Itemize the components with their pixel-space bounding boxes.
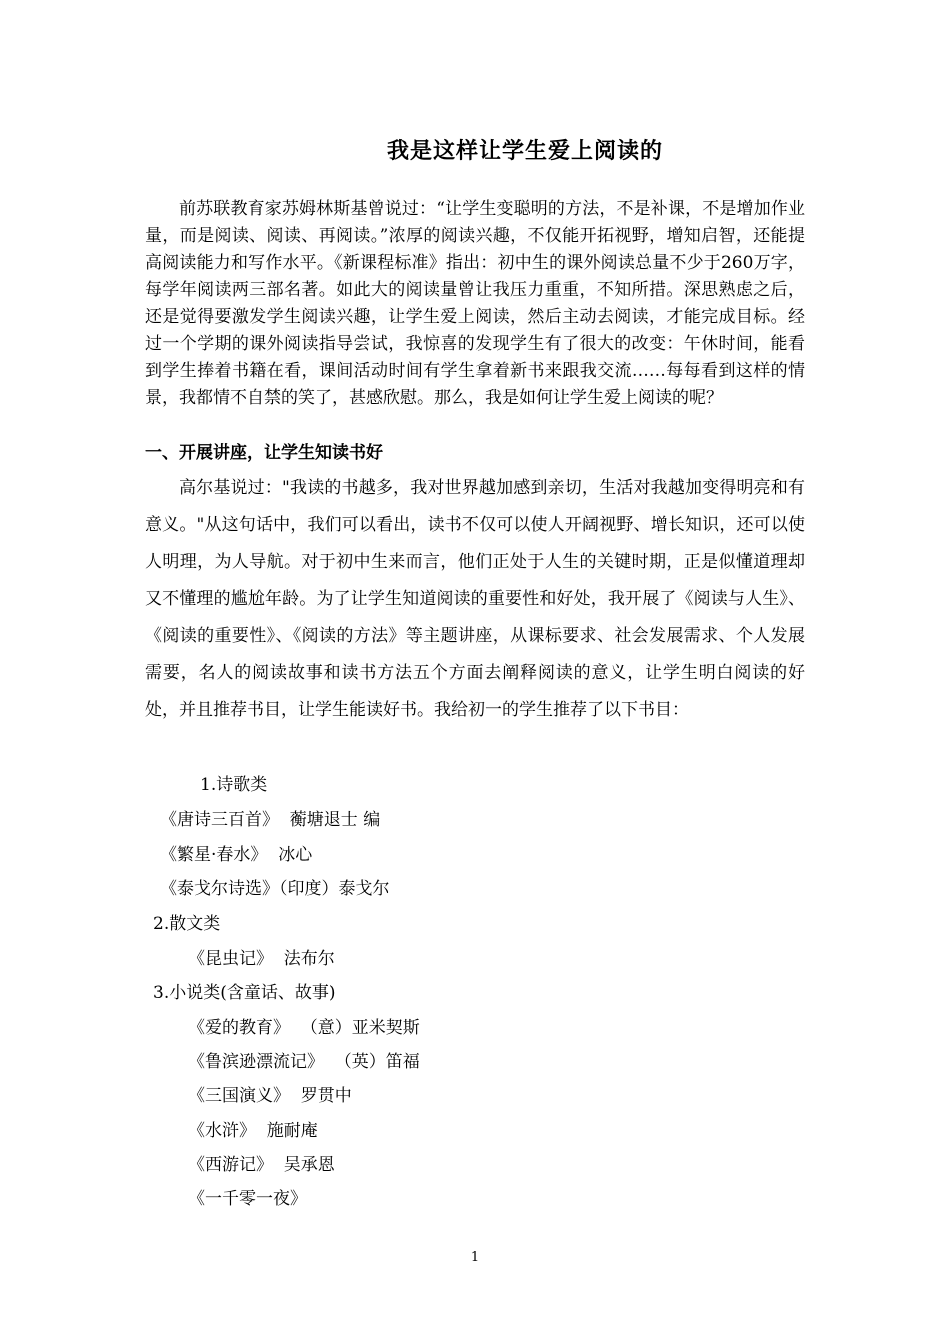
list-item: 《繁星·春水》 冰心: [160, 845, 313, 865]
list-item: 《西游记》 吴承恩: [188, 1155, 335, 1175]
section-1-paragraph: 高尔基说过："我读的书越多，我对世界越加感到亲切，生活对我越加变得明亮和有意义。"从这句话中，我们可以看出，读书不仅可以使人开阔视野、增长知识，还可以使人明理，为人导航。对于初中生来而言，他们正处于人生的关键时期，正是似懂道理却又不懂理的尴尬年龄。为了让学生知道阅读的重要性和好处，我开展了《阅读与人生》、《阅读的重要性》、《阅读的方法》等主题讲座，从课标要求、社会发展需求、个人发展需要，名人的阅读故事和读书方法五个方面去阐释阅读的意义，让学生明白阅读的好处，并且推荐书目，让学生能读好书。我给初一的学生推荐了以下书目：: [145, 478, 805, 720]
list-category-poetry: 1.诗歌类: [200, 775, 268, 795]
section-heading-1: 一、开展讲座，让学生知读书好: [145, 443, 383, 463]
list-category-novel: 3.小说类(含童话、故事): [153, 983, 336, 1003]
list-item: 《一千零一夜》: [188, 1189, 307, 1209]
page-number: 1: [470, 1250, 480, 1265]
list-item: 《昆虫记》 法布尔: [188, 949, 335, 969]
list-item: 《三国演义》 罗贯中: [188, 1086, 352, 1106]
list-item: 《水浒》 施耐庵: [188, 1121, 318, 1141]
intro-paragraph: 前苏联教育家苏姆林斯基曾说过：“让学生变聪明的方法，不是补课，不是增加作业量，而是阅读、阅读、再阅读。”浓厚的阅读兴趣，不仅能开拓视野，增知启智，还能提高阅读能力和写作水平。《新课程标准》指出：初中生的课外阅读总量不少于260万字，每学年阅读两三部名著。如此大的阅读量曾让我压力重重，不知所措。深思熟虑之后，还是觉得要激发学生阅读兴趣，让学生爱上阅读，然后主动去阅读，才能完成目标。经过一个学期的课外阅读指导尝试，我惊喜的发现学生有了很大的改变：午休时间，能看到学生捧着书籍在看，课间活动时间有学生拿着新书来跟我交流……每每看到这样的情景，我都情不自禁的笑了，甚感欣慰。那么，我是如何让学生爱上阅读的呢？: [145, 199, 805, 408]
list-item: 《爱的教育》 （意）亚米契斯: [188, 1018, 420, 1038]
list-item: 《泰戈尔诗选》（印度）泰戈尔: [160, 879, 390, 899]
document-title: 我是这样让学生爱上阅读的: [386, 139, 663, 164]
list-item: 《鲁滨逊漂流记》 （英）笛福: [188, 1052, 420, 1072]
list-item: 《唐诗三百首》 蘅塘退士 编: [160, 810, 381, 830]
list-category-prose: 2.散文类: [153, 914, 221, 934]
